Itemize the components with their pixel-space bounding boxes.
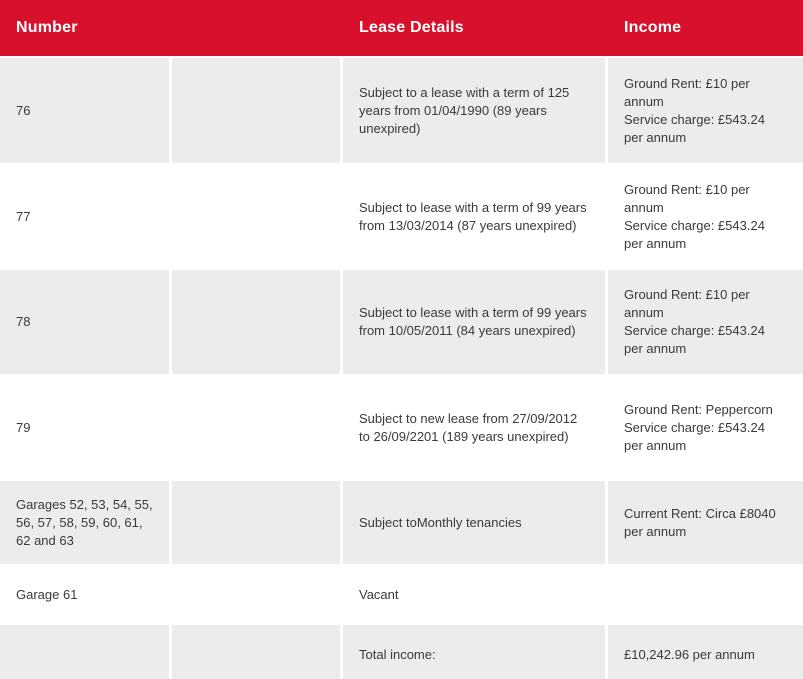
header-blank: [172, 0, 343, 56]
cell-lease: Subject toMonthly tenancies: [343, 481, 608, 564]
cell-number: 78: [0, 270, 172, 374]
income-line-1: Ground Rent: £10 per annum: [624, 181, 750, 215]
cell-total-income: [608, 625, 803, 679]
cell-total-label: Total income:: [343, 625, 608, 679]
header-number: Number: [0, 0, 172, 56]
income-line-1: Ground Rent: Peppercorn: [624, 401, 773, 417]
cell-blank: [172, 58, 343, 163]
cell-blank: [172, 625, 343, 679]
cell-number: Garage 61: [0, 564, 172, 625]
cell-number: [0, 625, 172, 679]
income-line-1: Ground Rent: £10 per annum: [624, 75, 750, 109]
cell-blank: [172, 270, 343, 374]
cell-lease: Subject to a lease with a term of 125 years from 01/04/1990 (89 years unexpired): [343, 58, 608, 163]
cell-income: [608, 481, 803, 564]
cell-number: Garages 52, 53, 54, 55, 56, 57, 58, 59, 60, 61, 62 and 63: [0, 481, 172, 564]
header-income: Income: [608, 0, 803, 56]
cell-income: [608, 270, 803, 374]
table-row: [0, 374, 803, 481]
cell-blank: [172, 163, 343, 270]
cell-blank: [172, 374, 343, 481]
table-row: [0, 163, 803, 270]
table-row: [0, 481, 803, 564]
cell-income: [608, 374, 803, 481]
cell-lease: Vacant: [343, 564, 608, 625]
cell-number: 77: [0, 163, 172, 270]
table-row-total: [0, 625, 803, 679]
cell-number: 76: [0, 58, 172, 163]
table-row: [0, 58, 803, 163]
income-line-1: Current Rent: Circa £8040 per annum: [624, 505, 776, 539]
cell-lease: Subject to lease with a term of 99 years from 13/03/2014 (87 years unexpired): [343, 163, 608, 270]
income-line-2: Service charge: £543.24 per annum: [624, 323, 765, 356]
cell-lease: Subject to lease with a term of 99 years from 10/05/2011 (84 years unexpired): [343, 270, 608, 374]
cell-income: [608, 58, 803, 163]
income-line-2: Service charge: £543.24 per annum: [624, 217, 765, 251]
cell-blank: [172, 564, 343, 625]
cell-lease: Subject to new lease from 27/09/2012 to 26/09/2201 (189 years unexpired): [343, 374, 608, 481]
cell-blank: [172, 481, 343, 564]
table-row: [0, 564, 803, 625]
income-line-1: Ground Rent: £10 per annum: [624, 287, 750, 320]
income-line-2: Service charge: £543.24 per annum: [624, 419, 765, 453]
table-header-row: [0, 0, 803, 56]
total-income-value: £10,242.96 per annum: [624, 646, 755, 662]
cell-income: [608, 163, 803, 270]
header-lease-details: Lease Details: [343, 0, 608, 56]
income-line-2: Service charge: £543.24 per annum: [624, 111, 765, 145]
cell-number: 79: [0, 374, 172, 481]
cell-income: [608, 564, 803, 625]
table-row: [0, 270, 803, 374]
